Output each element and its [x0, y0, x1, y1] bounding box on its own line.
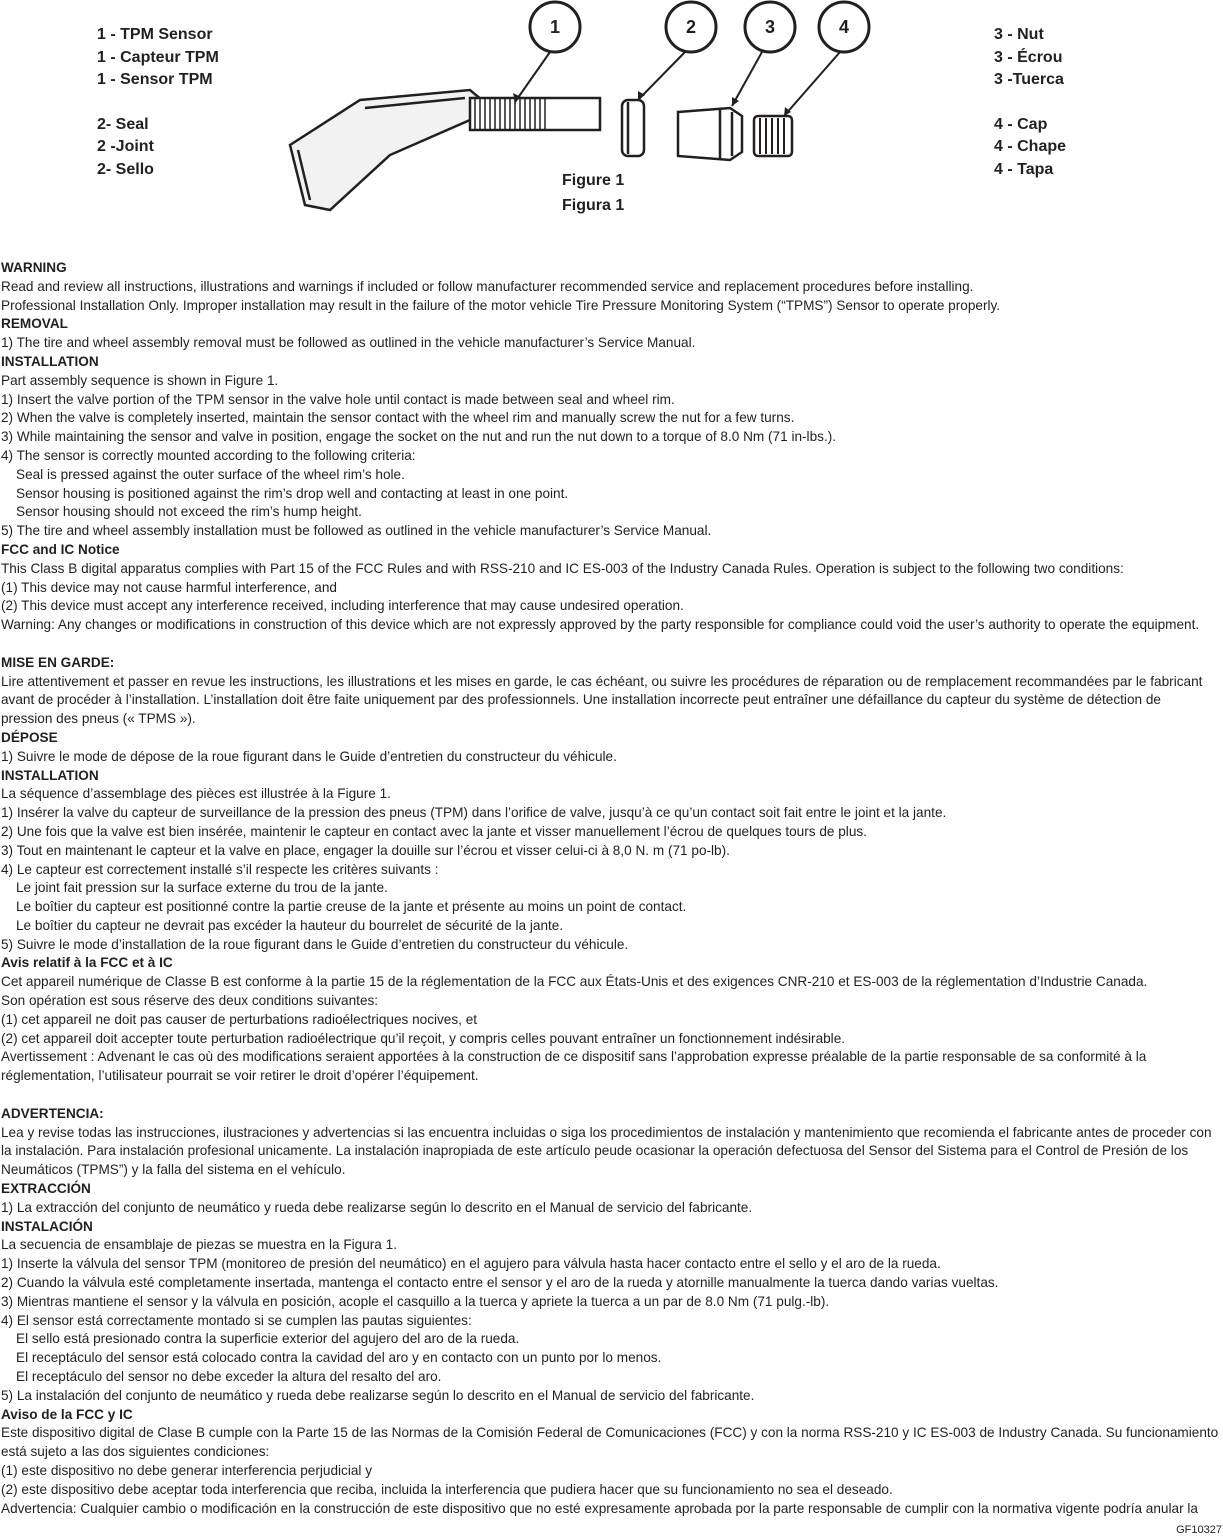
callout-number: 1	[549, 17, 561, 37]
paragraph-line: (1) este dispositivo no debe generar interferencia perjudicial y	[1, 1463, 373, 1478]
figure-caption: Figure 1	[562, 172, 625, 189]
legend-item: 3 -Tuerca	[994, 71, 1064, 88]
paragraph-line: (1) cet appareil ne doit pas causer de perturbations radioélectriques nocives, et	[1, 1011, 478, 1027]
legend-item: 1 - Sensor TPM	[97, 71, 213, 88]
paragraph-line: (1) This device may not cause harmful interference, and	[1, 579, 337, 595]
paragraph-line: Este dispositivo digital de Clase B cumple con la Parte 15 de las Normas de la Comisión Federal de Comunicaciones (FCC) y con la norma RSS-210 y IC ES-003 de Industry Canada. Su funcionamiento	[1, 1425, 1219, 1441]
paragraph-line: 3) Mientras mantiene el sensor y la válvula en posición, acople el casquillo a la tuerca y apriete la tuerca a un par de 8.0 Nm (71 pulg.-lb).	[1, 1293, 830, 1309]
paragraph-line: réglementation, l’utilisateur pourrait se voir retirer le droit d’opérer l’équipement.	[1, 1068, 479, 1084]
legend-item: 2 -Joint	[97, 138, 154, 155]
paragraph-line: Read and review all instructions, illustrations and warnings if included or follow manufacturer recommended service and replacement procedures before installing.	[1, 278, 974, 294]
paragraph-line: 4) El sensor está correctamente montado si se cumplen las pautas siguientes:	[1, 1312, 472, 1328]
criteria-line: El sello está presionado contra la superficie exterior del agujero del aro de la rueda.	[16, 1331, 520, 1347]
legend-right	[994, 24, 1066, 181]
seal	[622, 100, 644, 156]
paragraph-line: 1) Suivre le mode de dépose de la roue figurant dans le Guide d’entretien du constructeur du véhicule.	[1, 748, 617, 764]
paragraph-line: Professional Installation Only. Improper installation may result in the failure of the motor vehicle Tire Pressure Monitoring System (“TPMS”) Sensor to operate properly.	[1, 297, 1001, 313]
criteria-line: Sensor housing is positioned against the rim’s drop well and contacting at least in one point.	[16, 485, 569, 501]
criteria-line: El receptáculo del sensor está colocado contra la cavidad del aro y en contacto con un punto por lo menos.	[16, 1350, 662, 1366]
paragraph-line: avant de procéder à l’installation. L’installation doit être faite uniquement par des professionnels. Une installation incorrecte peut entraîner une défaillance du capteur du système de détection de	[1, 692, 1161, 708]
section-heading: REMOVAL	[1, 316, 68, 332]
paragraph-line: 2) When the valve is completely inserted, maintain the sensor contact with the wheel rim and manually screw the nut for a few turns.	[1, 410, 795, 426]
paragraph-line: Lire attentivement et passer en revue les instructions, les illustrations et les mises en garde, le cas échéant, ou suivre les procédures de réparation ou de remplacement recommandées par le fabricant	[1, 673, 1203, 689]
legend-item: 4 - Chape	[994, 138, 1067, 155]
callout-number: 2	[685, 17, 697, 37]
paragraph-line: Part assembly sequence is shown in Figure 1.	[1, 372, 279, 388]
paragraph-line: Neumáticos (TPMS”) y la falla del sistema en el vehículo.	[1, 1162, 346, 1178]
paragraph-line: 1) Inserte la válvula del sensor TPM (monitoreo de presión del neumático) en el agujero para válvula hasta hacer contacto entre el sello y el aro de la rueda.	[1, 1256, 941, 1272]
paragraph-line: (2) este dispositivo debe aceptar toda interferencia que reciba, incluida la interferencia que pudiera hacer que su funcionamiento no sea el deseado.	[1, 1481, 893, 1497]
paragraph-line: This Class B digital apparatus complies with Part 15 of the FCC Rules and with RSS-210 and IC ES-003 of the Industry Canada Rules. Operation is subject to the following two conditions:	[1, 560, 1124, 576]
paragraph-line: (2) This device must accept any interference received, including interference that may cause undesired operation.	[1, 598, 684, 614]
paragraph-line: 4) The sensor is correctly mounted according to the following criteria:	[1, 447, 416, 463]
instructions-body	[1, 259, 1223, 1518]
paragraph-line: 1) Insérer la valve du capteur de surveillance de la pression des pneus (TPM) dans l’orifice de valve, jusqu’à ce qu’un contact soit fait entre le joint et la jante.	[1, 805, 947, 821]
callout-number: 4	[838, 17, 850, 37]
legend-item: 3 - Nut	[994, 26, 1044, 43]
section-heading: DÉPOSE	[1, 729, 58, 745]
paragraph-line: Son opération est sous réserve des deux conditions suivantes:	[1, 993, 379, 1009]
paragraph-line: 3) Tout en maintenant le capteur et la valve en place, engager la douille sur l’écrou et visser celui-ci à 8,0 N. m (71 po-lb).	[1, 842, 730, 858]
paragraph-line: Warning: Any changes or modifications in construction of this device which are not expressly approved by the party responsible for compliance could void the user’s authority to operate the equipment.	[1, 617, 1200, 633]
paragraph-line: Lea y revise todas las instrucciones, ilustraciones y advertencias si las encuentra incluidas o siga los procedimientos de instalación y mantenimiento que recomienda el fabricante antes de proceder con	[1, 1124, 1212, 1140]
paragraph-line: Cet appareil numérique de Classe B est conforme à la partie 15 de la réglementation de la FCC aux États-Unis et des exigences CNR-210 et ES-003 de la réglementation d’Industrie Canada.	[1, 974, 1148, 990]
legend-item: 2- Sello	[97, 160, 154, 178]
paragraph-line: 3) While maintaining the sensor and valve in position, engage the socket on the nut and run the nut down to a torque of 8.0 Nm (71 in-lbs.).	[1, 429, 837, 445]
document-code: GF10327	[1176, 1524, 1222, 1536]
legend-item: 2- Seal	[97, 115, 149, 133]
paragraph-line: 5) La instalación del conjunto de neumático y rueda debe realizarse según lo descrito en el Manual de servicio del fabricante.	[1, 1387, 755, 1403]
paragraph-line: Advertencia: Cualquier cambio o modificación en la construcción de este dispositivo que no esté expresamente aprobada por la parte responsable de cumplir con la normativa vigente podría anular la	[1, 1500, 1198, 1516]
section-heading: EXTRACCIÓN	[1, 1181, 91, 1197]
legend-item: 4 - Cap	[994, 115, 1048, 133]
paragraph-line: La séquence d’assemblage des pièces est illustrée à la Figure 1.	[1, 786, 391, 802]
criteria-line: Le boîtier du capteur est positionné contre la partie creuse de la jante et présente au moins un point de contact.	[16, 899, 687, 915]
legend-item: 4 - Tapa	[994, 160, 1054, 178]
paragraph-line: (2) cet appareil doit accepter toute perturbation radioélectrique qu’il reçoit, y compris celles pouvant entraîner un fonctionnement indésirable.	[1, 1030, 846, 1046]
criteria-line: Le joint fait pression sur la surface externe du trou de la jante.	[16, 880, 388, 896]
criteria-line: Le boîtier du capteur ne devrait pas excéder la hauteur du bourrelet de sécurité de la jante.	[16, 917, 564, 933]
paragraph-line: está sujeto a las dos siguientes condiciones:	[1, 1444, 270, 1460]
section-heading: MISE EN GARDE:	[1, 654, 115, 670]
section-heading: INSTALLATION	[1, 767, 99, 783]
paragraph-line: pression des pneus (« TPMS »).	[1, 711, 196, 727]
paragraph-line: la instalación. Para instalación profesional unicamente. La instalación inapropiada de este artículo peude ocasionar la operación defectuosa del Sensor del Sistema para el Control de Presión de los	[1, 1143, 1189, 1159]
section-heading: Aviso de la FCC y IC	[1, 1406, 133, 1422]
criteria-line: Seal is pressed against the outer surface of the wheel rim’s hole.	[16, 466, 405, 482]
sensor-body	[290, 90, 482, 210]
paragraph-line: 5) Suivre le mode d’installation de la roue figurant dans le Guide d’entretien du constructeur du véhicule.	[1, 936, 629, 952]
section-heading: ADVERTENCIA:	[1, 1105, 104, 1121]
criteria-line: Sensor housing should not exceed the rim’s hump height.	[16, 504, 362, 520]
callout-number: 3	[764, 17, 776, 37]
section-heading: FCC and IC Notice	[1, 541, 120, 557]
paragraph-line: 2) Cuando la válvula esté completamente insertada, mantenga el contacto entre el sensor y el aro de la rueda y atornille manualmente la tuerca dando varias vueltas.	[1, 1275, 999, 1291]
legend-item: 1 - Capteur TPM	[97, 48, 219, 66]
criteria-line: El receptáculo del sensor no debe exceder la altura del resalto del aro.	[16, 1369, 442, 1385]
legend-item: 3 - Écrou	[994, 48, 1063, 66]
figure-caption: Figura 1	[562, 197, 625, 214]
section-heading: INSTALLATION	[1, 353, 99, 369]
paragraph-line: 4) Le capteur est correctement installé s’il respecte les critères suivants :	[1, 861, 439, 877]
paragraph-line: 2) Une fois que la valve est bien insérée, maintenir le capteur en contact avec la jante et visser manuellement l’écrou de quelques tours de plus.	[1, 823, 867, 839]
legend-left	[97, 24, 219, 181]
paragraph-line: 1) The tire and wheel assembly removal must be followed as outlined in the vehicle manufacturer’s Service Manual.	[1, 335, 696, 351]
legend-item: 1 - TPM Sensor	[97, 26, 213, 43]
section-heading: Avis relatif à la FCC et à IC	[1, 955, 173, 971]
paragraph-line: 1) Insert the valve portion of the TPM sensor in the valve hole until contact is made between seal and wheel rim.	[1, 391, 675, 407]
paragraph-line: 5) The tire and wheel assembly installation must be followed as outlined in the vehicle manufacturer’s Service Manual.	[1, 523, 712, 539]
paragraph-line: La secuencia de ensamblaje de piezas se muestra en la Figura 1.	[1, 1237, 397, 1253]
paragraph-line: Avertissement : Advenant le cas où des modifications seraient apportées à la construction de ce dispositif sans l’approbation expresse préalable de la partie responsable de sa conformité à la	[1, 1049, 1147, 1065]
section-heading: WARNING	[1, 260, 67, 275]
section-heading: INSTALACIÓN	[1, 1218, 93, 1234]
paragraph-line: 1) La extracción del conjunto de neumático y rueda debe realizarse según lo descrito en el Manual de servicio del fabricante.	[1, 1199, 753, 1215]
